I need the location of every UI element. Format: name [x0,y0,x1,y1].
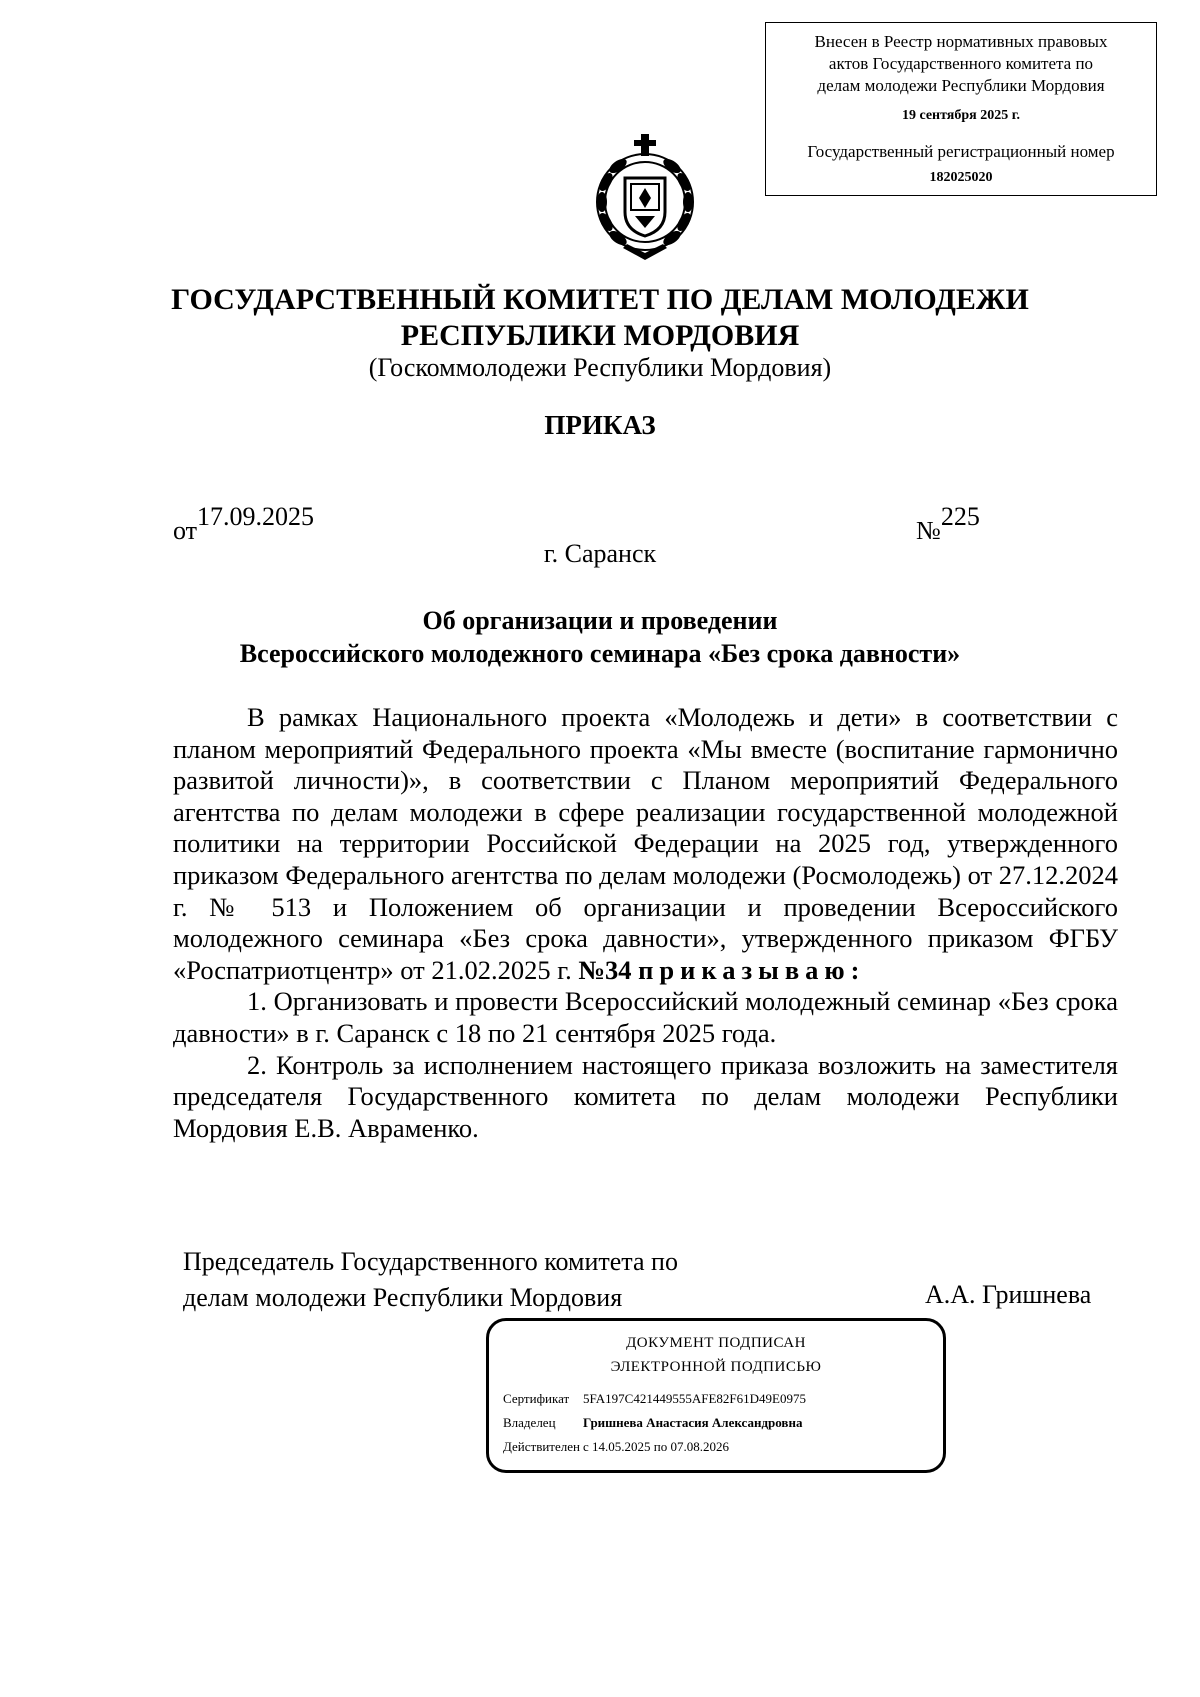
registry-reg-number: 182025020 [929,170,993,185]
registry-stamp [765,22,1157,196]
organization-name-line-2: РЕСПУБЛИКИ МОРДОВИЯ [400,319,800,352]
order-word: приказываю: [638,954,866,985]
owner-label: Владелец [503,1415,556,1430]
city: г. Саранск [543,539,657,568]
order-number [916,502,980,545]
signer-title-line-2: делам молодежи Республики Мордовия [183,1283,623,1312]
validity-value: с 14.05.2025 по 07.08.2026 [583,1439,729,1454]
document-title [0,604,1200,670]
document-title-line-1: Об организации и проведении [422,606,778,635]
signature-head-line-1: ДОКУМЕНТ ПОДПИСАН [626,1335,806,1351]
organization-name-line-1: ГОСУДАРСТВЕННЫЙ КОМИТЕТ ПО ДЕЛАМ МОЛОДЕЖИ [171,283,1029,316]
order-number-prefix: № [916,516,941,545]
registry-date: 19 сентября 2025 г. [901,108,1021,123]
signer-title-line-1: Председатель Государственного комитета по [183,1247,678,1276]
signature-validity-row [503,1435,943,1459]
electronic-signature-stamp [486,1318,946,1473]
signer-title [183,1244,678,1316]
order-date [173,502,315,545]
registry-line-1: Внесен в Реестр нормативных правовых [814,32,1108,51]
document-type: ПРИКАЗ [544,410,656,440]
coat-of-arms-icon [585,132,705,262]
registry-line-3: делам молодежи Республики Мордовия [817,76,1105,95]
signature-owner-row [503,1411,943,1435]
preamble-paragraph [173,702,1118,986]
document-title-line-2: Всероссийского молодежного семинара «Без срока давности» [239,639,961,668]
signature-head-line-2: ЭЛЕКТРОННОЙ ПОДПИСЬЮ [610,1359,822,1375]
signer-name: А.А. Гришнева [925,1280,1092,1309]
document-body [173,702,1118,1144]
certificate-value: 5FA197C421449555AFE82F61D49E0975 [583,1391,806,1406]
preamble-text: В рамках Национального проекта «Молодежь и дети» в соответствии с планом мероприятий Федерального проекта «Мы вместе (воспитание гармонично развитой личности)», в соответствии с Планом мероприятий Федерального агентства по делам молодежи в сфере реализации государственной молодежной политики на территории Российской Федерации на 2025 год, утвержденного приказом Федерального агентства по делам молодежи (Росмолодежь) от 27.12.2024 г. № 513 и Положением об организации и проведении Всероссийского молодежного семинара «Без срока давности», утвержденного приказом ФГБУ «Роспатриотцентр» от 21.02.2025 г. [173,702,1118,985]
registry-reg-label: Государственный регистрационный номер [807,142,1115,161]
owner-value: Гришнева Анастасия Александровна [583,1415,803,1430]
order-date-prefix: от [173,516,198,545]
validity-label: Действителен [503,1439,580,1454]
organization-short-name: (Госкоммолодежи Республики Мордовия) [368,353,832,382]
preamble-number: №34 [578,954,632,985]
order-number-value: 225 [940,502,980,531]
signature-certificate-row [503,1387,943,1411]
organization-name [0,282,1200,354]
certificate-label: Сертификат [503,1391,570,1406]
registry-line-2: актов Государственного комитета по [828,54,1094,73]
order-item-1: 1. Организовать и провести Всероссийский молодежный семинар «Без срока давности» в г. Саранск с 18 по 21 сентября 2025 года. [173,986,1118,1048]
order-date-value: 17.09.2025 [197,502,315,531]
order-item-2: 2. Контроль за исполнением настоящего приказа возложить на заместителя председателя Государственного комитета по делам молодежи Республики Мордовия Е.В. Авраменко. [173,1049,1118,1143]
